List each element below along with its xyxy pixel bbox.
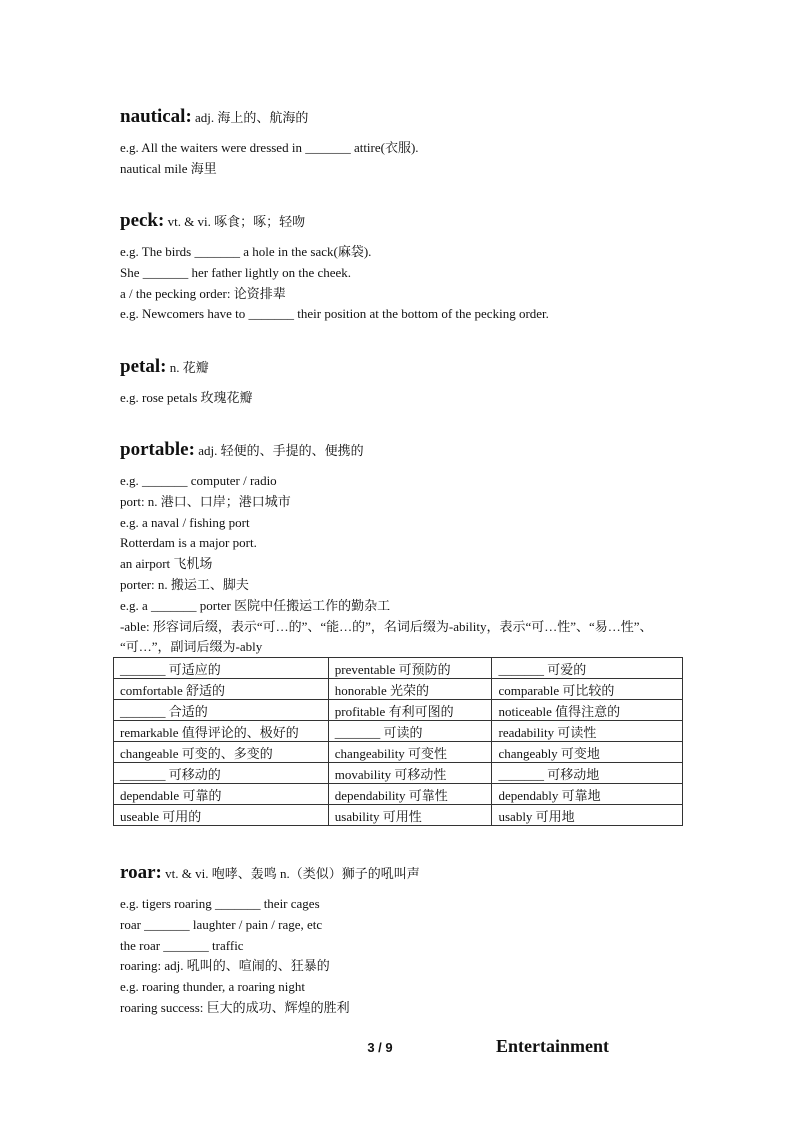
table-cell: _______ 可适应的: [114, 658, 329, 679]
table-row: [114, 763, 683, 784]
table-cell: comfortable 舒适的: [114, 679, 329, 700]
table-cell: changeability 可变性: [328, 742, 492, 763]
table-row: [114, 742, 683, 763]
example-line: e.g. a _______ porter 医院中任搬运工作的勤杂工: [120, 597, 391, 613]
table-cell: _______ 合适的: [114, 700, 329, 721]
table-cell: dependably 可靠地: [492, 784, 683, 805]
table-cell: profitable 有利可图的: [328, 700, 492, 721]
table-row: [114, 700, 683, 721]
example-line: a / the pecking order: 论资排辈: [120, 285, 286, 301]
table-cell: movability 可移动性: [328, 763, 492, 784]
table-cell: useable 可用的: [114, 805, 329, 826]
suffix-table: [113, 657, 683, 826]
example-line: nautical mile 海里: [120, 160, 217, 176]
example-line: -able: 形容词后缀，表示“可…的”、“能…的”，名词后缀为-ability，表示“可…性”、“易…性”、: [120, 618, 653, 634]
headword: petal:: [120, 356, 167, 377]
headword: nautical:: [120, 106, 192, 127]
example-line: Rotterdam is a major port.: [120, 535, 257, 551]
table-cell: noticeable 值得注意的: [492, 700, 683, 721]
definition: n. 花瓣: [166, 360, 209, 375]
example-line: e.g. tigers roaring _______ their cages: [120, 896, 320, 911]
example-line: e.g. The birds _______ a hole in the sack(麻袋).: [120, 244, 372, 259]
table-cell: usably 可用地: [492, 805, 683, 826]
definition: adj. 轻便的、手提的、便携的: [194, 443, 364, 458]
example-line: e.g. _______ computer / radio: [120, 473, 277, 488]
example-line: roaring success: 巨大的成功、辉煌的胜利: [120, 999, 350, 1015]
table-row: [114, 721, 683, 742]
table-cell: comparable 可比较的: [492, 679, 683, 700]
example-line: port: n. 港口、口岸；港口城市: [120, 493, 291, 509]
entry-heading: [120, 211, 685, 232]
entry-peck: [120, 211, 685, 325]
table-cell: changeably 可变地: [492, 742, 683, 763]
table-cell: preventable 可预防的: [328, 658, 492, 679]
definition: vt. & vi. 啄食；啄；轻吻: [164, 214, 306, 229]
table-cell: _______ 可移动地: [492, 763, 683, 784]
example-line: an airport 飞机场: [120, 556, 213, 572]
entry-portable: [120, 440, 685, 658]
table-cell: _______ 可爱的: [492, 658, 683, 679]
definition: vt. & vi. 咆哮、轰鸣 n.（类似）狮子的吼叫声: [161, 866, 420, 881]
headword: peck:: [120, 210, 165, 231]
table-cell: changeable 可变的、多变的: [114, 742, 329, 763]
example-line: She _______ her father lightly on the cheek.: [120, 264, 352, 280]
example-line: “可…”，副词后缀为-ably: [120, 639, 263, 655]
table-cell: readability 可读性: [492, 721, 683, 742]
table-cell: honorable 光荣的: [328, 679, 492, 700]
example-line: e.g. a naval / fishing port: [120, 514, 250, 530]
entry-heading: [120, 357, 685, 378]
example-line: e.g. roaring thunder, a roaring night: [120, 979, 306, 995]
table-cell: remarkable 值得评论的、极好的: [114, 721, 329, 742]
table-cell: usability 可用性: [328, 805, 492, 826]
footer-title: Entertainment: [496, 1036, 609, 1056]
entry-petal: [120, 357, 685, 409]
table-cell: _______ 可移动的: [114, 763, 329, 784]
table-cell: dependability 可靠性: [328, 784, 492, 805]
table-row: [114, 784, 683, 805]
example-line: e.g. All the waiters were dressed in _______ attire(衣服).: [120, 140, 419, 155]
example-line: e.g. rose petals 玫瑰花瓣: [120, 390, 253, 405]
example-line: porter: n. 搬运工、脚夫: [120, 576, 249, 592]
entry-nautical: [120, 107, 685, 180]
page-number: 3 / 9: [367, 1040, 393, 1055]
table-row: [114, 658, 683, 679]
entry-heading: [120, 440, 685, 461]
table-row: [114, 679, 683, 700]
entry-roar: [120, 863, 685, 1019]
example-line: roar _______ laughter / pain / rage, etc: [120, 916, 323, 932]
entry-heading: [120, 107, 685, 128]
definition: adj. 海上的、航海的: [191, 110, 309, 125]
headword: portable:: [120, 439, 195, 460]
example-line: roaring: adj. 吼叫的、喧闹的、狂暴的: [120, 958, 330, 974]
example-line: e.g. Newcomers have to _______ their position at the bottom of the pecking order.: [120, 306, 549, 322]
table-row: [114, 805, 683, 826]
entry-heading: [120, 863, 685, 884]
table-cell: _______ 可读的: [328, 721, 492, 742]
example-line: the roar _______ traffic: [120, 937, 244, 953]
headword: roar:: [120, 862, 162, 883]
table-cell: dependable 可靠的: [114, 784, 329, 805]
